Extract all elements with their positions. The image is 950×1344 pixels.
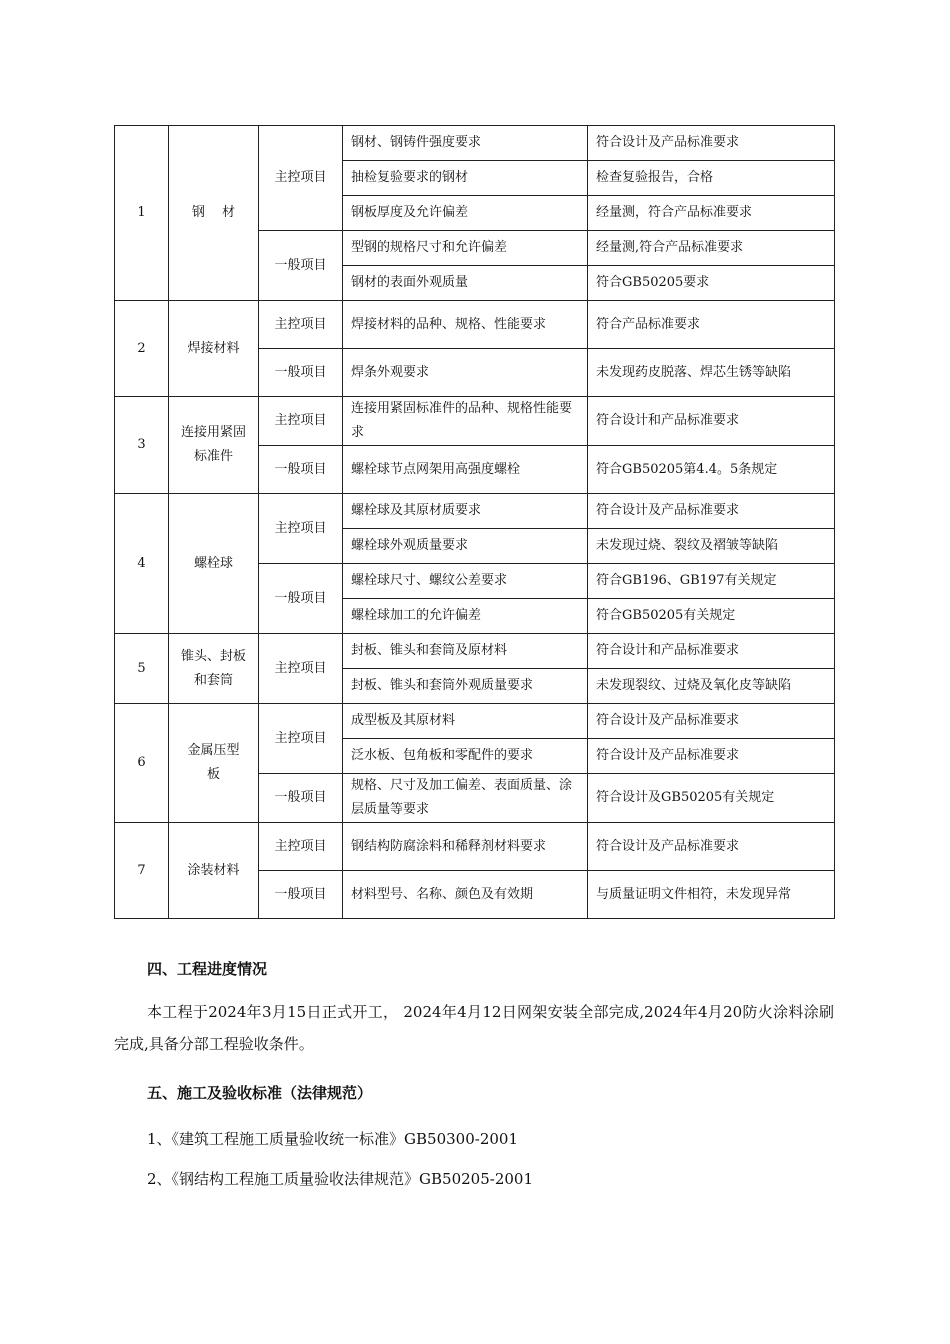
inspection-item: 焊条外观要求 bbox=[343, 349, 588, 397]
row-number: 6 bbox=[115, 704, 169, 823]
row-number: 3 bbox=[115, 397, 169, 494]
item-type: 主控项目 bbox=[259, 494, 343, 564]
inspection-result: 符合设计及产品标准要求 bbox=[588, 739, 835, 774]
item-type: 主控项目 bbox=[259, 301, 343, 349]
inspection-result: 符合GB50205第4.4。5条规定 bbox=[588, 446, 835, 494]
inspection-item: 封板、锥头和套筒外观质量要求 bbox=[343, 669, 588, 704]
material-name: 金属压型 板 bbox=[169, 704, 259, 823]
inspection-result: 未发现药皮脱落、焊芯生锈等缺陷 bbox=[588, 349, 835, 397]
item-type: 一般项目 bbox=[259, 564, 343, 634]
inspection-result: 符合设计及产品标准要求 bbox=[588, 823, 835, 871]
table-row bbox=[115, 823, 835, 871]
inspection-item: 封板、锥头和套筒及原材料 bbox=[343, 634, 588, 669]
table-row bbox=[115, 634, 835, 669]
item-type: 一般项目 bbox=[259, 231, 343, 301]
inspection-result: 符合产品标准要求 bbox=[588, 301, 835, 349]
inspection-result: 符合设计及产品标准要求 bbox=[588, 494, 835, 529]
inspection-result: 符合设计和产品标准要求 bbox=[588, 397, 835, 446]
inspection-item: 螺栓球及其原材质要求 bbox=[343, 494, 588, 529]
inspection-item: 材料型号、名称、颜色及有效期 bbox=[343, 871, 588, 919]
row-number: 1 bbox=[115, 126, 169, 301]
table-row bbox=[115, 301, 835, 349]
inspection-result: 符合设计及产品标准要求 bbox=[588, 704, 835, 739]
item-type: 主控项目 bbox=[259, 126, 343, 231]
inspection-item: 钢材、钢铸件强度要求 bbox=[343, 126, 588, 161]
inspection-item: 型钢的规格尺寸和允许偏差 bbox=[343, 231, 588, 266]
inspection-item: 钢板厚度及允许偏差 bbox=[343, 196, 588, 231]
inspection-result: 符合设计及GB50205有关规定 bbox=[588, 774, 835, 823]
inspection-result: 符合设计和产品标准要求 bbox=[588, 634, 835, 669]
material-name: 涂装材料 bbox=[169, 823, 259, 919]
material-name: 焊接材料 bbox=[169, 301, 259, 397]
inspection-result: 符合设计及产品标准要求 bbox=[588, 126, 835, 161]
inspection-item: 抽检复验要求的钢材 bbox=[343, 161, 588, 196]
table-row bbox=[115, 126, 835, 161]
inspection-item: 成型板及其原材料 bbox=[343, 704, 588, 739]
table-row bbox=[115, 704, 835, 739]
inspection-item: 螺栓球加工的允许偏差 bbox=[343, 599, 588, 634]
inspection-result: 与质量证明文件相符，未发现异常 bbox=[588, 871, 835, 919]
inspection-result: 符合GB50205要求 bbox=[588, 266, 835, 301]
item-type: 一般项目 bbox=[259, 349, 343, 397]
item-type: 主控项目 bbox=[259, 704, 343, 774]
inspection-result: 经量测，符合产品标准要求 bbox=[588, 196, 835, 231]
table-row bbox=[115, 397, 835, 446]
material-name: 锥头、封板和套筒 bbox=[169, 634, 259, 704]
standard-reference: 1、《建筑工程施工质量验收统一标准》GB50300-2001 bbox=[147, 1130, 519, 1148]
item-type: 一般项目 bbox=[259, 774, 343, 823]
section-heading-standards: 五、施工及验收标准（法律规范） bbox=[147, 1084, 373, 1102]
inspection-item: 钢结构防腐涂料和稀释剂材料要求 bbox=[343, 823, 588, 871]
inspection-item: 钢材的表面外观质量 bbox=[343, 266, 588, 301]
inspection-item: 连接用紧固标准件的品种、规格性能要求 bbox=[343, 397, 588, 446]
item-type: 一般项目 bbox=[259, 446, 343, 494]
inspection-item: 螺栓球尺寸、螺纹公差要求 bbox=[343, 564, 588, 599]
material-name: 钢 材 bbox=[169, 126, 259, 301]
row-number: 2 bbox=[115, 301, 169, 397]
inspection-item: 规格、尺寸及加工偏差、表面质量、涂层质量等要求 bbox=[343, 774, 588, 823]
row-number: 5 bbox=[115, 634, 169, 704]
row-number: 7 bbox=[115, 823, 169, 919]
inspection-item: 泛水板、包角板和零配件的要求 bbox=[343, 739, 588, 774]
material-name: 螺栓球 bbox=[169, 494, 259, 634]
item-type: 主控项目 bbox=[259, 634, 343, 704]
inspection-result: 检查复验报告，合格 bbox=[588, 161, 835, 196]
inspection-result: 符合GB196、GB197有关规定 bbox=[588, 564, 835, 599]
inspection-result: 经量测,符合产品标准要求 bbox=[588, 231, 835, 266]
table-row bbox=[115, 494, 835, 529]
section-heading-progress: 四、工程进度情况 bbox=[147, 960, 268, 978]
item-type: 主控项目 bbox=[259, 397, 343, 446]
item-type: 主控项目 bbox=[259, 823, 343, 871]
inspection-result: 未发现过烧、裂纹及褶皱等缺陷 bbox=[588, 529, 835, 564]
inspection-item: 螺栓球外观质量要求 bbox=[343, 529, 588, 564]
inspection-result: 未发现裂纹、过烧及氧化皮等缺陷 bbox=[588, 669, 835, 704]
inspection-item: 焊接材料的品种、规格、性能要求 bbox=[343, 301, 588, 349]
inspection-result: 符合GB50205有关规定 bbox=[588, 599, 835, 634]
row-number: 4 bbox=[115, 494, 169, 634]
material-name: 连接用紧固标准件 bbox=[169, 397, 259, 494]
standard-reference: 2、《钢结构工程施工质量验收法律规范》GB50205-2001 bbox=[147, 1170, 534, 1188]
material-inspection-table bbox=[114, 125, 835, 919]
item-type: 一般项目 bbox=[259, 871, 343, 919]
inspection-item: 螺栓球节点网架用高强度螺栓 bbox=[343, 446, 588, 494]
progress-paragraph: 本工程于2024年3月15日正式开工， 2024年4月12日网架安装全部完成,2024年4月20防火涂料涂刷完成,具备分部工程验收条件。 bbox=[114, 1003, 834, 1053]
